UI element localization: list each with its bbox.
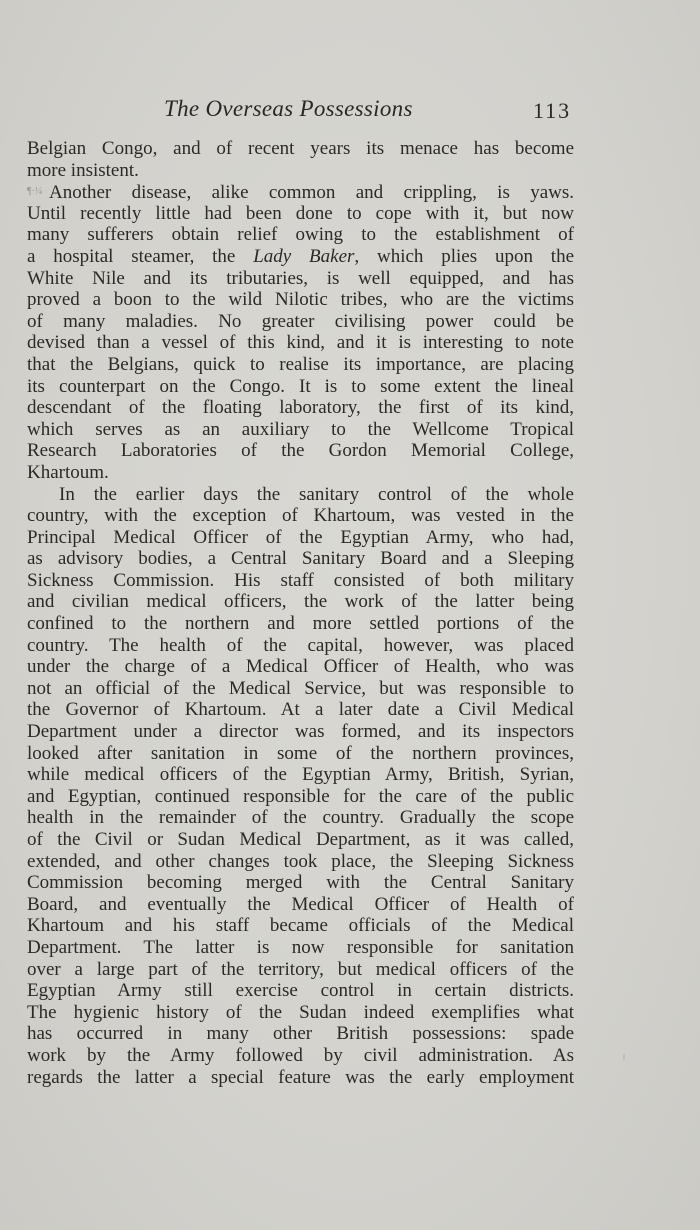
text-line	[27, 181, 574, 203]
text-line: country. The health of the capital, however, was placed	[27, 634, 574, 656]
ship-name: Lady Baker	[253, 245, 355, 267]
text-line: Belgian Congo, and of recent years its menace has become	[27, 138, 574, 159]
text-line: Research Laboratories of the Gordon Memorial College,	[27, 440, 574, 462]
text-line: while medical officers of the Egyptian Army, British, Syrian,	[27, 764, 574, 786]
text-line: not an official of the Medical Service, but was responsible to	[27, 677, 574, 699]
text-line-segment: a hospital steamer, the	[27, 245, 236, 267]
text-line: over a large part of the territory, but medical officers of the	[27, 958, 574, 980]
text-line: health in the remainder of the country. Gradually the scope	[27, 807, 574, 829]
text-line: as advisory bodies, a Central Sanitary Board and a Sleeping	[27, 548, 574, 570]
text-line: regards the latter a special feature was the early employment	[27, 1066, 574, 1088]
text-line: White Nile and its tributaries, is well equipped, and has	[27, 267, 574, 289]
text-line: its counterpart on the Congo. It is to some extent the lineal	[27, 375, 574, 397]
text-line: Commission becoming merged with the Central Sanitary	[27, 872, 574, 894]
body-text	[27, 138, 574, 1088]
text-line-segment: , which plies upon the	[354, 245, 574, 267]
text-line: The hygienic history of the Sudan indeed exemplifies what	[27, 1001, 574, 1023]
text-line: confined to the northern and more settled portions of the	[27, 613, 574, 635]
text-line: country, with the exception of Khartoum, was vested in the	[27, 505, 574, 527]
text-line: extended, and other changes took place, the Sleeping Sickness	[27, 850, 574, 872]
text-line-content: Another disease, alike common and crippling, is yaws.	[49, 182, 574, 204]
page-number: 113	[533, 98, 572, 123]
paper-speck	[623, 1054, 625, 1060]
text-line: Department under a director was formed, and its inspectors	[27, 721, 574, 743]
text-line: the Governor of Khartoum. At a later date a Civil Medical	[27, 699, 574, 721]
text-line: proved a boon to the wild Nilotic tribes, who are the victims	[27, 289, 574, 311]
text-line: that the Belgians, quick to realise its importance, are placing	[27, 353, 574, 375]
text-line: devised than a vessel of this kind, and it is interesting to note	[27, 332, 574, 354]
text-line: more insistent.	[27, 159, 139, 181]
margin-mark: ¶·¼	[27, 186, 43, 198]
text-line: under the charge of a Medical Officer of Health, who was	[27, 656, 574, 678]
text-line: which serves as an auxiliary to the Wellcome Tropical	[27, 418, 574, 440]
text-line: work by the Army followed by civil administration. As	[27, 1044, 574, 1066]
text-line	[27, 246, 574, 268]
text-line: looked after sanitation in some of the northern provinces,	[27, 742, 574, 764]
text-line: In the earlier days the sanitary control of the whole	[59, 483, 574, 505]
text-line: Until recently little had been done to cope with it, but now	[27, 202, 574, 224]
text-line: Department. The latter is now responsible for sanitation	[27, 936, 574, 958]
text-line: and civilian medical officers, the work of the latter being	[27, 591, 574, 613]
text-line: has occurred in many other British possessions: spade	[27, 1023, 574, 1045]
text-line: Khartoum.	[27, 461, 109, 483]
text-line: of many maladies. No greater civilising power could be	[27, 310, 574, 332]
running-head-title: The Overseas Possessions	[164, 96, 413, 121]
text-line: Principal Medical Officer of the Egyptian Army, who had,	[27, 526, 574, 548]
text-line: Egyptian Army still exercise control in certain districts.	[27, 980, 574, 1002]
text-line: and Egyptian, continued responsible for the care of the public	[27, 785, 574, 807]
text-line: Board, and eventually the Medical Officer of Health of	[27, 893, 574, 915]
text-line: many sufferers obtain relief owing to the establishment of	[27, 224, 574, 246]
text-line: descendant of the floating laboratory, the first of its kind,	[27, 397, 574, 419]
text-line: Khartoum and his staff became officials of the Medical	[27, 915, 574, 937]
text-line: Sickness Commission. His staff consisted of both military	[27, 569, 574, 591]
text-line: of the Civil or Sudan Medical Department, as it was called,	[27, 829, 574, 850]
